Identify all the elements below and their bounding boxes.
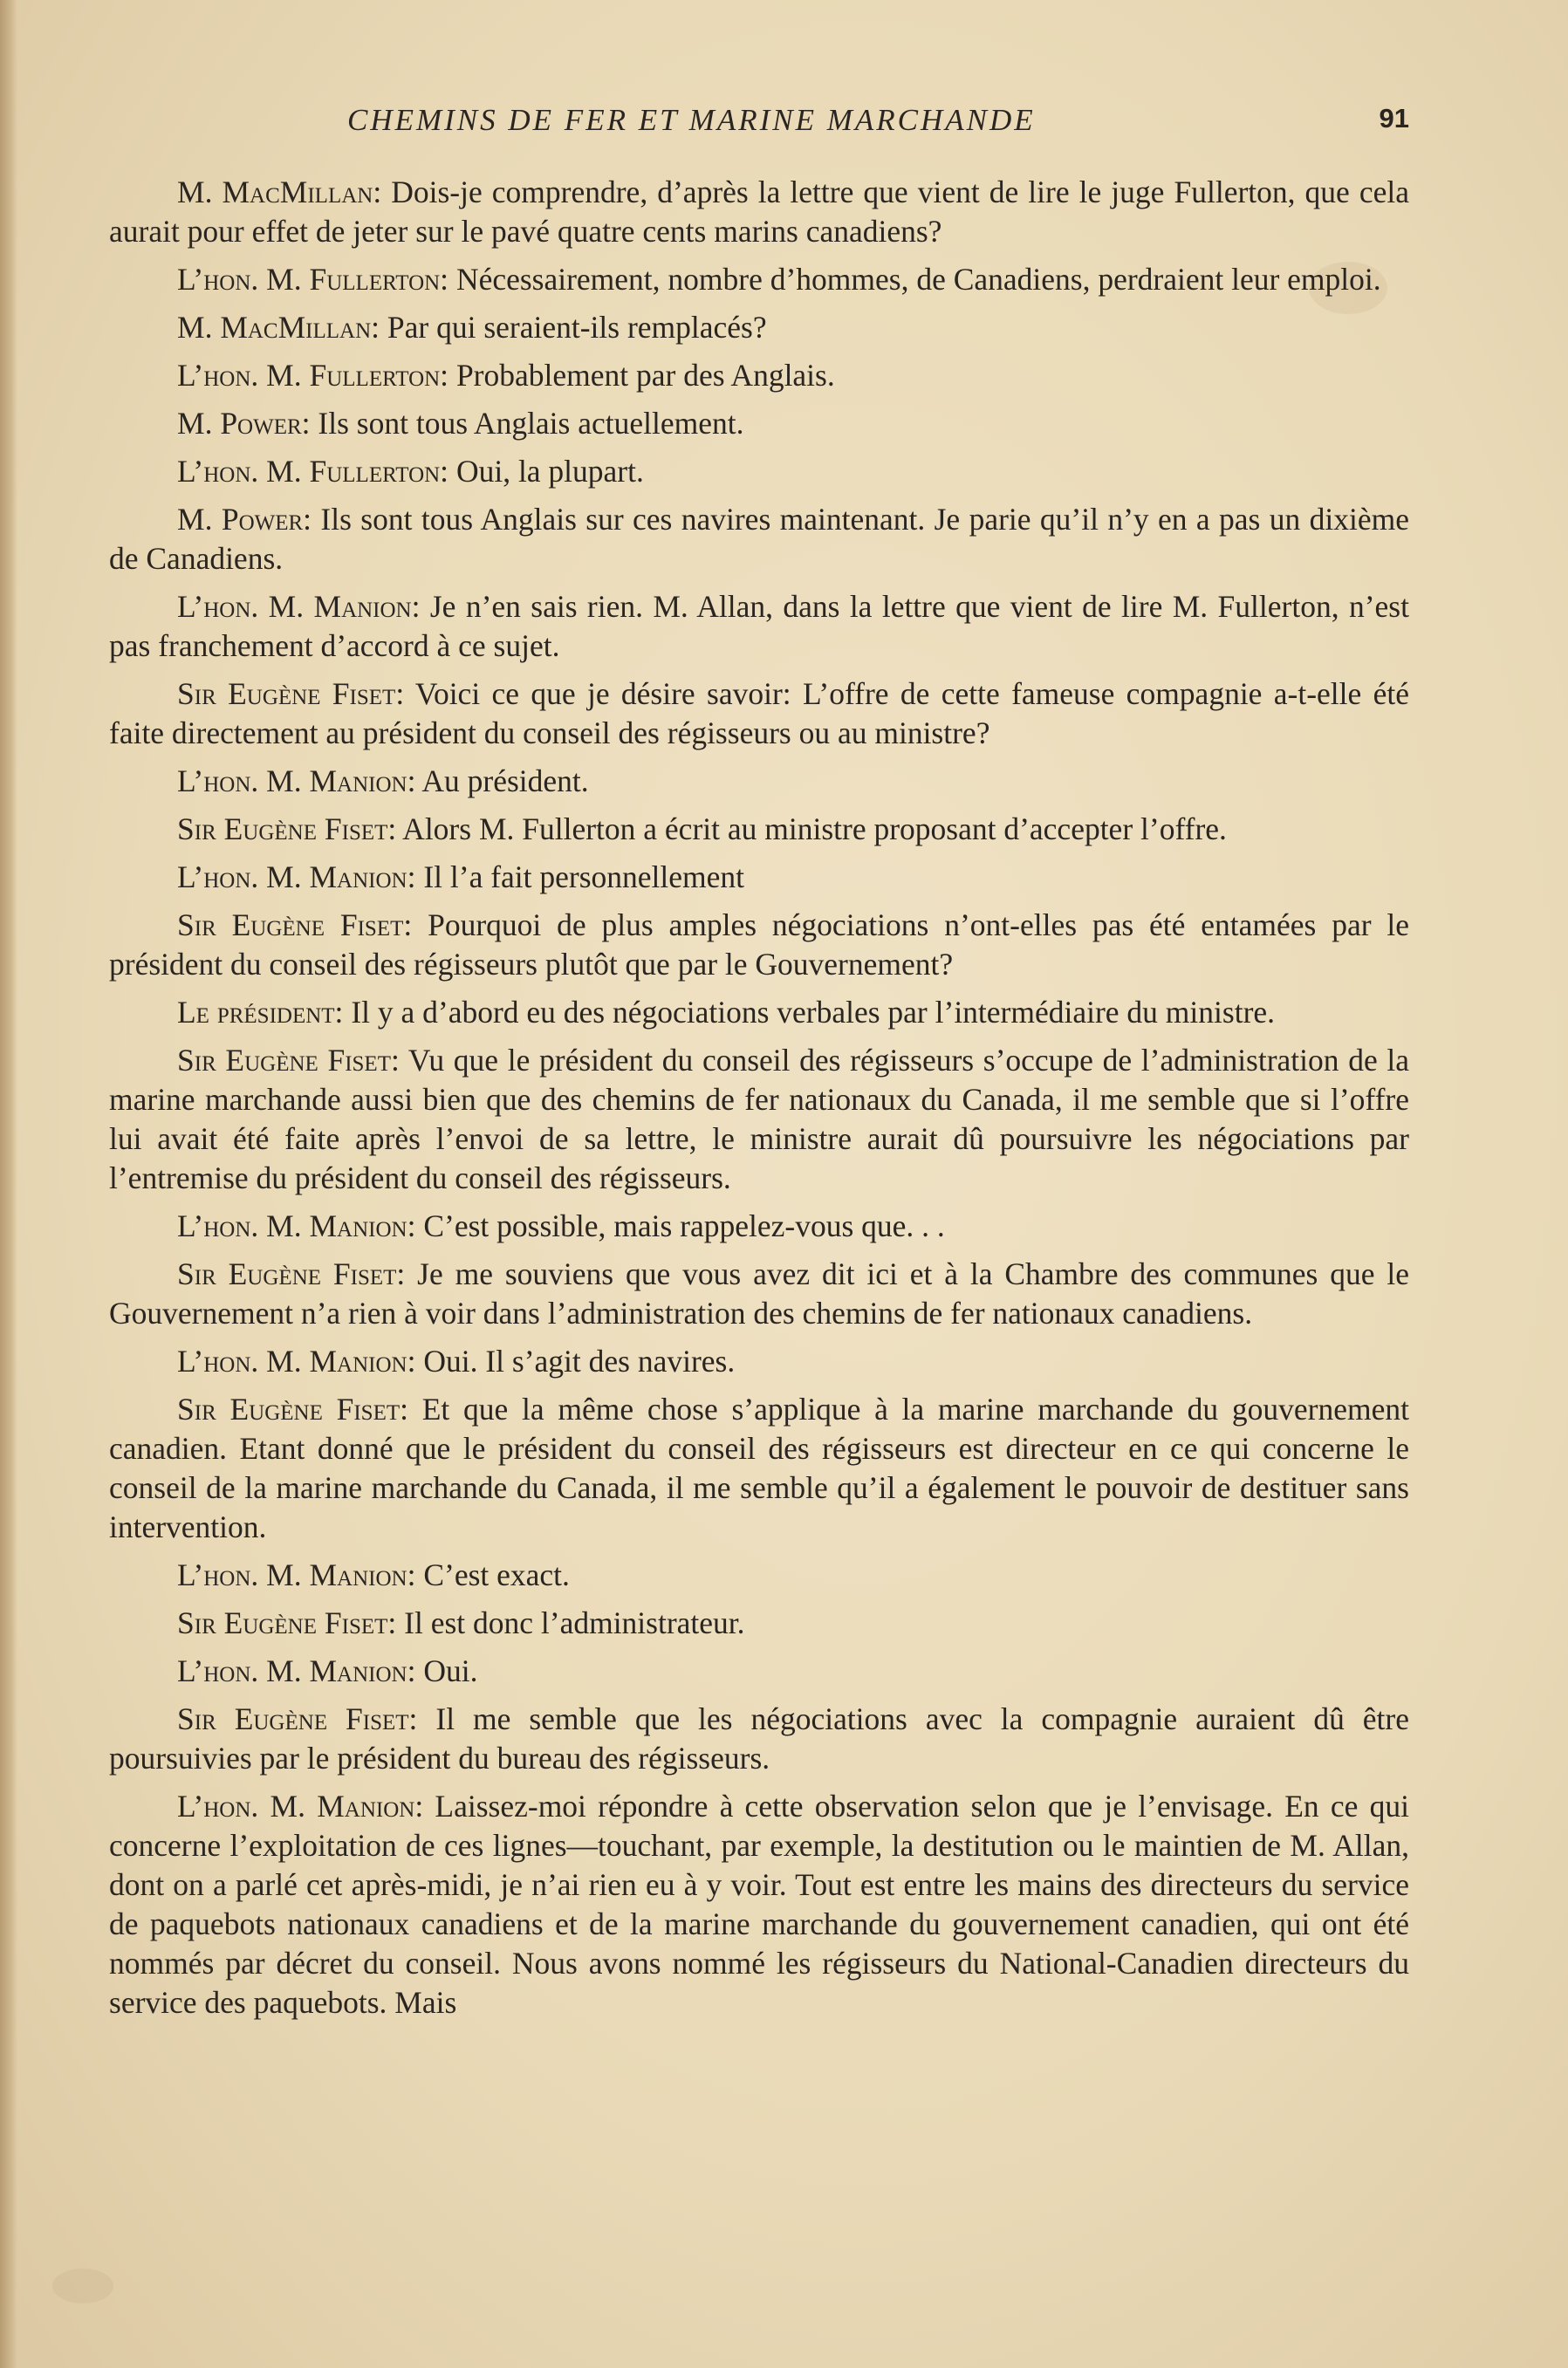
paragraph-text: Voici ce que je désire savoir: L’offre de cette fameuse compagnie a-t-elle été faite directement au président du conseil des régisseurs ou au ministre? (109, 676, 1409, 750)
paragraph-text: Oui. (415, 1653, 478, 1688)
paragraph-text: C’est exact. (415, 1557, 570, 1592)
dialogue-paragraph (109, 810, 1409, 849)
speaker-name: Sir Eugène Fiset: (177, 907, 413, 942)
dialogue-paragraph (109, 1787, 1409, 2022)
speaker-name: M. MacMillan: (177, 175, 382, 209)
paragraph-text: Il l’a fait personnellement (415, 859, 744, 894)
paragraph-text: Oui. Il s’agit des navires. (415, 1344, 736, 1379)
dialogue-paragraph (109, 1390, 1409, 1547)
dialogue-paragraph (109, 674, 1409, 753)
speaker-name: L’hon. M. Fullerton: (177, 262, 449, 297)
dialogue-paragraph (109, 1604, 1409, 1643)
dialogue-paragraph (109, 906, 1409, 984)
paragraph-text: C’est possible, mais rappelez-vous que. . . (415, 1208, 945, 1243)
dialogue-paragraph (109, 1342, 1409, 1381)
dialogue-paragraph (109, 260, 1409, 299)
paragraph-text: Il est donc l’administrateur. (396, 1605, 745, 1640)
paragraph-text: Ils sont tous Anglais actuellement. (310, 406, 744, 441)
paragraph-text: Je n’en sais rien. M. Allan, dans la lettre que vient de lire M. Fullerton, n’est pas franchement d’accord à ce sujet. (109, 589, 1409, 663)
paragraph-text: Vu que le président du conseil des régisseurs s’occupe de l’administration de la marine marchande aussi bien que des chemins de fer nationaux du Canada, il me semble que si l’offre lui avait été faite après l’envoi de sa lettre, le ministre aurait dû poursuivre les négociations par l’entremise du président du conseil des régisseurs. (109, 1043, 1409, 1195)
speaker-name: M. MacMillan: (177, 310, 380, 345)
speaker-name: L’hon. M. Fullerton: (177, 454, 449, 489)
speaker-name: Sir Eugène Fiset: (177, 1043, 400, 1078)
speaker-name: Sir Eugène Fiset: (177, 1605, 397, 1640)
speaker-name: L’hon. M. Manion: (177, 1557, 416, 1592)
dialogue-paragraph (109, 308, 1409, 347)
speaker-name: Sir Eugène Fiset: (177, 811, 397, 846)
speaker-name: L’hon. M. Manion: (177, 1344, 416, 1379)
speaker-name: M. Power: (177, 406, 311, 441)
speaker-name: M. Power: (177, 502, 312, 537)
speaker-name: Sir Eugène Fiset: (177, 676, 405, 711)
dialogue-paragraph (109, 993, 1409, 1032)
page-body (109, 173, 1409, 2031)
dialogue-paragraph (109, 762, 1409, 801)
paragraph-text: Dois-je comprendre, d’après la lettre que vient de lire le juge Fullerton, que cela aurait pour effet de jeter sur le pavé quatre cents marins canadiens? (109, 175, 1409, 249)
paragraph-text: Je me souviens que vous avez dit ici et à la Chambre des communes que le Gouvernement n’a rien à voir dans l’administration des chemins de fer nationaux canadiens. (109, 1256, 1409, 1331)
dialogue-paragraph (109, 1700, 1409, 1778)
speaker-name: L’hon. M. Manion: (177, 1653, 416, 1688)
page-header (332, 103, 1409, 147)
page-number: 91 (1379, 103, 1409, 133)
paragraph-text: Ils sont tous Anglais sur ces navires maintenant. Je parie qu’il n’y en a pas un dixième de Canadiens. (109, 502, 1409, 576)
paragraph-text: Au président. (415, 763, 589, 798)
paragraph-text: Il me semble que les négociations avec la compagnie auraient dû être poursuivies par le président du bureau des régisseurs. (109, 1701, 1409, 1776)
dialogue-paragraph (109, 1041, 1409, 1198)
paragraph-text: Alors M. Fullerton a écrit au ministre proposant d’accepter l’offre. (396, 811, 1227, 846)
paragraph-text: Par qui seraient-ils remplacés? (380, 310, 767, 345)
paragraph-text: Laissez-moi répondre à cette observation selon que je l’envisage. En ce qui concerne l’exploitation de ces lignes—touchant, par exemple, la destitution ou le maintien de M. Allan, dont on a parlé cet après-midi, je n’ai rien eu à y voir. Tout est entre les mains des directeurs du service de paquebots nationaux canadiens et de la marine marchande du gouvernement canadien, qui ont été nommés par décret du conseil. Nous avons nommé les régisseurs du National-Canadien directeurs du service des paquebots. Mais (109, 1789, 1409, 2020)
running-title: CHEMINS DE FER ET MARINE MARCHANDE (347, 103, 1036, 137)
page-binding-edge (0, 0, 17, 2368)
paragraph-text: Nécessairement, nombre d’hommes, de Canadiens, perdraient leur emploi. (448, 262, 1381, 297)
speaker-name: Le président: (177, 995, 344, 1030)
paragraph-text: Et que la même chose s’applique à la marine marchande du gouvernement canadien. Etant donné que le président du conseil des régisseurs est directeur en ce qui concerne le conseil de la marine marchande du Canada, il me semble qu’il a également le pouvoir de destituer sans intervention. (109, 1392, 1409, 1544)
dialogue-paragraph (109, 452, 1409, 491)
speaker-name: L’hon. M. Fullerton: (177, 358, 449, 393)
dialogue-paragraph (109, 1255, 1409, 1333)
paragraph-text: Pourquoi de plus amples négociations n’ont-elles pas été entamées par le président du conseil des régisseurs plutôt que par le Gouvernement? (109, 907, 1410, 982)
dialogue-paragraph (109, 404, 1409, 443)
speaker-name: L’hon. M. Manion: (177, 589, 421, 624)
dialogue-paragraph (109, 858, 1409, 897)
dialogue-paragraph (109, 1207, 1409, 1246)
paragraph-text: Oui, la plupart. (448, 454, 644, 489)
dialogue-paragraph (109, 1556, 1409, 1595)
speaker-name: L’hon. M. Manion: (177, 763, 416, 798)
dialogue-paragraph (109, 173, 1409, 251)
dialogue-paragraph (109, 356, 1409, 395)
dialogue-paragraph (109, 1652, 1409, 1691)
speaker-name: L’hon. M. Manion: (177, 859, 416, 894)
dialogue-paragraph (109, 587, 1409, 666)
speaker-name: Sir Eugène Fiset: (177, 1256, 406, 1291)
paragraph-text: Probablement par des Anglais. (448, 358, 835, 393)
paper-stain (52, 2269, 113, 2303)
speaker-name: L’hon. M. Manion: (177, 1208, 416, 1243)
speaker-name: Sir Eugène Fiset: (177, 1392, 408, 1427)
dialogue-paragraph (109, 500, 1409, 578)
speaker-name: Sir Eugène Fiset: (177, 1701, 418, 1736)
paragraph-text: Il y a d’abord eu des négociations verbales par l’intermédiaire du ministre. (343, 995, 1276, 1030)
speaker-name: L’hon. M. Manion: (177, 1789, 424, 1824)
